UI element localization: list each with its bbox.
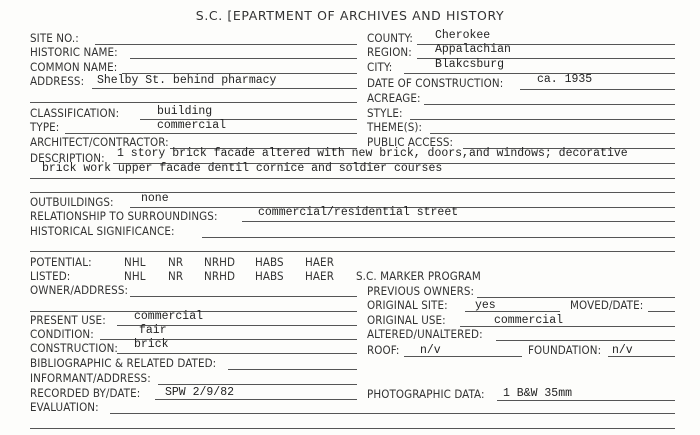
original-site-value: yes <box>475 299 496 312</box>
theme-line <box>430 133 675 134</box>
address-label: ADDRESS: <box>30 74 85 88</box>
recorded-by-value: SPW 2/9/82 <box>165 386 235 399</box>
style-label: STYLE: <box>367 106 403 120</box>
recorded-by-line <box>155 399 357 400</box>
historical-significance-label: HISTORICAL SIGNIFICANCE: <box>30 224 175 238</box>
listed-option: NRHD <box>204 269 236 283</box>
relationship-label: RELATIONSHIP TO SURROUNDINGS: <box>30 209 218 223</box>
city-label: CITY: <box>367 60 393 74</box>
informant-line <box>158 384 357 385</box>
roof-value: n/v <box>420 344 441 357</box>
previous-owners-label: PREVIOUS OWNERS: <box>367 284 475 298</box>
relationship-line <box>242 221 675 222</box>
evaluation-label: EVALUATION: <box>30 400 99 414</box>
potential-option: NRHD <box>204 255 236 269</box>
informant-label: INFORMANT/ADDRESS: <box>30 371 151 385</box>
condition-label: CONDITION: <box>30 327 94 341</box>
city-value: Blakcsburg <box>435 58 505 71</box>
site-no-label: SITE NO.: <box>30 31 79 45</box>
description-line-2 <box>30 178 675 179</box>
listed-option: HABS <box>255 269 284 283</box>
public-access-label: PUBLIC ACCESS: <box>367 135 454 149</box>
potential-option: NHL <box>124 255 146 269</box>
original-site-label: ORIGINAL SITE: <box>367 298 448 312</box>
potential-option: HABS <box>255 255 284 269</box>
owner-address-label: OWNER/ADDRESS: <box>30 283 129 297</box>
style-line <box>410 119 675 120</box>
county-value: Cherokee <box>435 29 491 42</box>
bibliographic-label: BIBLIOGRAPHIC & RELATED DATED: <box>30 356 217 370</box>
photographic-data-label: PHOTOGRAPHIC DATA: <box>367 387 485 401</box>
moved-date-label: MOVED/DATE: <box>570 298 644 312</box>
relationship-value: commercial/residential street <box>258 206 459 219</box>
condition-value: fair <box>139 324 167 337</box>
photographic-data-line <box>497 400 675 401</box>
historical-significance-line <box>202 237 675 238</box>
form-title: S.C. [EPARTMENT OF ARCHIVES AND HISTORY <box>195 8 505 23</box>
acreage-label: ACREAGE: <box>367 91 421 105</box>
type-label: TYPE: <box>30 120 60 134</box>
classification-value: building <box>157 105 213 118</box>
address-line-2 <box>30 102 357 103</box>
description-line-3 <box>30 192 675 193</box>
date-construction-label: DATE OF CONSTRUCTION: <box>367 76 504 90</box>
original-use-line <box>460 326 675 327</box>
listed-option: NHL <box>124 269 146 283</box>
region-value: Appalachian <box>435 43 511 56</box>
moved-date-line <box>648 311 675 312</box>
marker-program-label: S.C. MARKER PROGRAM <box>356 269 481 283</box>
construction-label: CONSTRUCTION: <box>30 341 119 355</box>
potential-option: NR <box>168 255 184 269</box>
date-construction-value: ca. 1935 <box>537 73 593 86</box>
altered-line <box>496 340 675 341</box>
architect-label: ARCHITECT/CONTRACTOR: <box>30 135 169 149</box>
bibliographic-line <box>228 369 357 370</box>
historic-name-line <box>130 58 357 59</box>
description-text-1: 1 story brick facade altered with new brick, doors,and windows; decorative <box>117 147 628 160</box>
historic-name-label: HISTORIC NAME: <box>30 45 118 59</box>
significance-line-2 <box>30 251 675 252</box>
address-value: Shelby St. behind pharmacy <box>97 74 277 87</box>
listed-label: LISTED: <box>30 269 71 283</box>
site-no-line <box>95 44 357 45</box>
date-construction-line <box>520 89 675 90</box>
present-use-value: commercial <box>134 310 204 323</box>
evaluation-line-2 <box>30 428 675 429</box>
evaluation-line <box>110 413 675 414</box>
type-line <box>65 133 357 134</box>
altered-label: ALTERED/UNALTERED: <box>367 327 483 341</box>
original-use-label: ORIGINAL USE: <box>367 313 446 327</box>
foundation-value: n/v <box>612 344 633 357</box>
region-label: REGION: <box>367 45 412 59</box>
county-label: COUNTY: <box>367 31 413 45</box>
outbuildings-value: none <box>141 192 169 205</box>
potential-label: POTENTIAL: <box>30 255 92 269</box>
construction-value: brick <box>134 338 169 351</box>
roof-label: ROOF: <box>367 343 400 357</box>
type-value: commercial <box>157 119 227 132</box>
classification-label: CLASSIFICATION: <box>30 106 120 120</box>
theme-label: THEME(S): <box>367 120 423 134</box>
acreage-line <box>424 104 675 105</box>
present-use-label: PRESENT USE: <box>30 313 106 327</box>
construction-line <box>117 353 357 354</box>
original-use-value: commercial <box>494 314 564 327</box>
foundation-label: FOUNDATION: <box>528 343 602 357</box>
potential-option: HAER <box>305 255 334 269</box>
common-name-label: COMMON NAME: <box>30 60 118 74</box>
listed-option: HAER <box>305 269 334 283</box>
outbuildings-label: OUTBUILDINGS: <box>30 195 114 209</box>
description-label: DESCRIPTION: <box>30 151 105 165</box>
owner-address-line <box>130 296 357 297</box>
recorded-by-label: RECORDED BY/DATE: <box>30 386 141 400</box>
address-line <box>92 88 357 89</box>
listed-option: NR <box>168 269 184 283</box>
photographic-data-value: 1 B&W 35mm <box>503 387 573 400</box>
description-text-2: brick work upper facade dentil cornice and soldier courses <box>42 162 443 175</box>
